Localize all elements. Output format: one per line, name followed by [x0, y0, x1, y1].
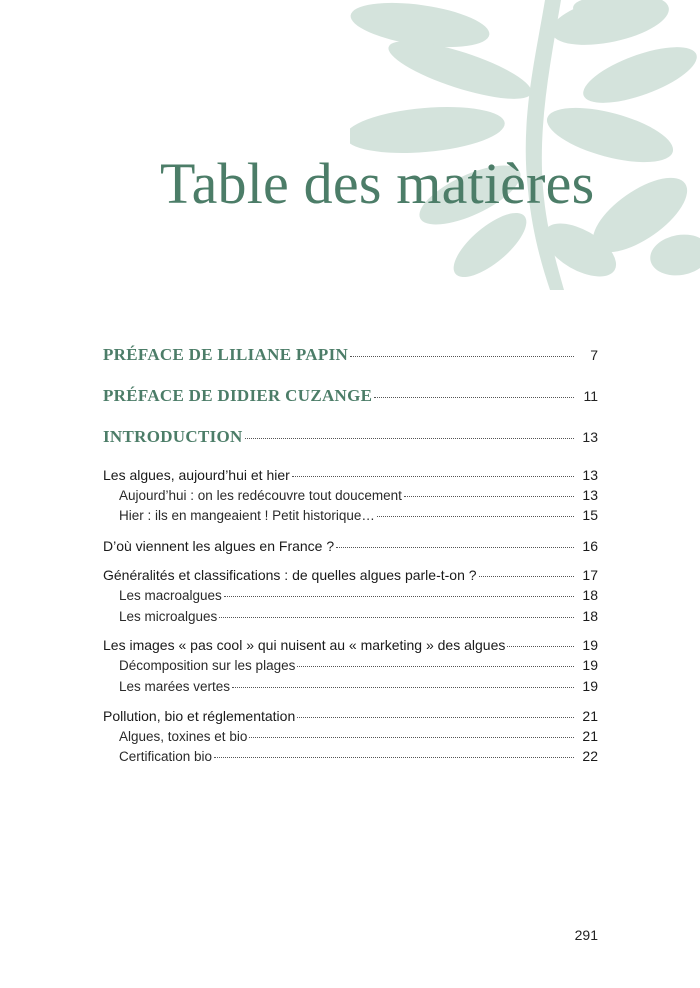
toc-entry-label: Les microalgues — [119, 609, 218, 624]
toc-entry-label: Les macroalgues — [119, 588, 222, 603]
toc-entry-label: INTRODUCTION — [103, 427, 243, 446]
toc-entry[interactable] — [103, 386, 598, 406]
dot-leader — [297, 666, 574, 667]
toc-entry-label: PRÉFACE DE LILIANE PAPIN — [103, 345, 349, 364]
dot-leader — [292, 476, 574, 477]
toc-entry[interactable] — [103, 708, 598, 724]
page-title: Table des matières — [160, 151, 595, 216]
toc-entry-label: PRÉFACE DE DIDIER CUZANGE — [103, 386, 373, 405]
toc-entry-page: 22 — [582, 748, 598, 764]
toc-entry-page: 21 — [582, 708, 598, 724]
toc-entry-label: Pollution, bio et réglementation — [103, 708, 296, 724]
dot-leader — [249, 737, 574, 738]
dot-leader — [479, 576, 574, 577]
toc-entry-page: 21 — [582, 728, 598, 744]
dot-leader — [214, 757, 574, 758]
dot-leader — [224, 596, 574, 597]
dot-leader — [336, 547, 574, 548]
toc-entry[interactable] — [103, 728, 598, 744]
toc-entry-label: Les marées vertes — [119, 679, 231, 694]
leaf-branch-illustration — [350, 0, 700, 290]
toc-entry-label: Généralités et classifications : de quelles algues parle-t-on ? — [103, 567, 477, 583]
toc-entry-page: 18 — [582, 587, 598, 603]
toc-entry[interactable] — [103, 608, 598, 624]
toc-entry-page: 15 — [582, 507, 598, 523]
toc-entry-label: Les images « pas cool » qui nuisent au « marketing » des algues — [103, 637, 506, 653]
toc-entry[interactable] — [103, 678, 598, 694]
toc-entry-label: Certification bio — [119, 749, 213, 764]
toc-entry-page: 13 — [582, 467, 598, 483]
dot-leader — [232, 687, 574, 688]
toc-entry-page: 13 — [582, 487, 598, 503]
toc-entry-label: Algues, toxines et bio — [119, 729, 248, 744]
toc-entry-label: Décomposition sur les plages — [119, 658, 296, 673]
dot-leader — [350, 356, 574, 357]
toc-entry[interactable] — [103, 637, 598, 653]
dot-leader — [219, 617, 574, 618]
toc-entry-page: 17 — [582, 567, 598, 583]
toc-entry-page: 13 — [582, 429, 598, 445]
toc-entry-page: 11 — [583, 388, 598, 404]
toc-entry[interactable] — [103, 345, 598, 365]
toc-entry-page: 19 — [582, 637, 598, 653]
toc-entry[interactable] — [103, 748, 598, 764]
toc-entry-label: Aujourd’hui : on les redécouvre tout doucement — [119, 488, 402, 503]
toc-entry[interactable] — [103, 487, 598, 503]
toc-entry[interactable] — [103, 507, 598, 523]
toc-entry[interactable] — [103, 427, 598, 447]
toc-entry-page: 16 — [582, 538, 598, 554]
toc-entry-label: Les algues, aujourd’hui et hier — [103, 467, 290, 483]
page-number: 291 — [574, 927, 598, 943]
dot-leader — [507, 646, 574, 647]
toc-entry[interactable] — [103, 587, 598, 603]
dot-leader — [404, 496, 574, 497]
toc-entry-label: D’où viennent les algues en France ? — [103, 538, 335, 554]
toc-entry-label: Hier : ils en mangeaient ! Petit historique… — [119, 508, 375, 523]
toc-entry[interactable] — [103, 657, 598, 673]
toc-entry[interactable] — [103, 467, 598, 483]
toc-entry[interactable] — [103, 567, 598, 583]
dot-leader — [374, 397, 574, 398]
toc-entry[interactable] — [103, 538, 598, 554]
dot-leader — [297, 717, 574, 718]
dot-leader — [377, 516, 574, 517]
toc-entry-page: 18 — [582, 608, 598, 624]
dot-leader — [245, 438, 574, 439]
toc-entry-page: 19 — [582, 657, 598, 673]
toc-entry-page: 7 — [590, 347, 598, 363]
toc-entry-page: 19 — [582, 678, 598, 694]
